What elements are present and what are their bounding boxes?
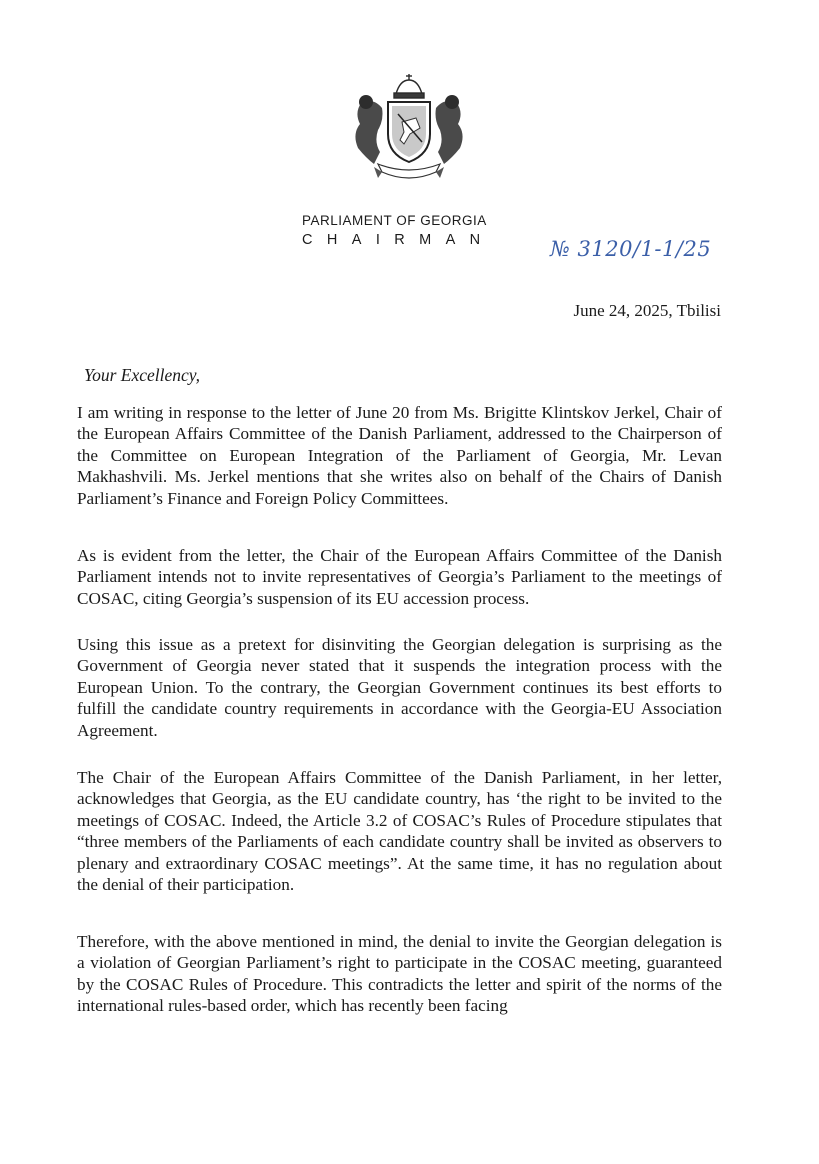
salutation: Your Excellency, <box>84 365 200 385</box>
georgia-coat-of-arms-icon <box>344 72 474 187</box>
paragraph-4: The Chair of the European Affairs Committee of the Danish Parliament, in her letter, acknowledges that Georgia, as the EU candidate country, has ‘the right to be invited to the meetings of COSAC. Indeed, the Article 3.2 of COSAC’s Rules of Procedure stipulates that “three members of the Parliaments of each candidate country shall be invited as observers to plenary and extraordinary COSAC meetings”. At the same time, it has no regulation about the denial of their participation. <box>77 768 722 895</box>
organization-name: PARLIAMENT OF GEORGIA <box>302 213 487 228</box>
paragraph-2: As is evident from the letter, the Chair of the European Affairs Committee of the Danish Parliament intends not to invite representatives of Georgia’s Parliament to the meetings of COSAC, citing Georgia’s suspension of its EU accession process. <box>77 546 722 608</box>
date-place: June 24, 2025, Tbilisi <box>573 301 721 320</box>
reference-number: № 3120/1-1/25 <box>550 237 712 261</box>
paragraph-1: I am writing in response to the letter of June 20 from Ms. Brigitte Klintskov Jerkel, Chair of the European Affairs Committee of the Danish Parliament, addressed to the Chairperson of the Committee on European Integration of the Parliament of Georgia, Mr. Levan Makhashvili. Ms. Jerkel mentions that she writes also on behalf of the Chairs of Danish Parliament’s Finance and Foreign Policy Committees. <box>77 403 722 508</box>
paragraph-3: Using this issue as a pretext for disinviting the Georgian delegation is surprising as the Government of Georgia never stated that it suspends the integration process with the European Union. To the contrary, the Georgian Government continues its best efforts to fulfill the candidate country requirements in accordance with the Georgia-EU Association Agreement. <box>77 635 722 740</box>
paragraph-5: Therefore, with the above mentioned in mind, the denial to invite the Georgian delegation is a violation of Georgian Parliament’s right to participate in the COSAC meeting, guaranteed by the COSAC Rules of Procedure. This contradicts the letter and spirit of the norms of the international rules-based order, which has recently been facing <box>77 932 722 1016</box>
position-title: CHAIRMAN <box>302 232 495 248</box>
